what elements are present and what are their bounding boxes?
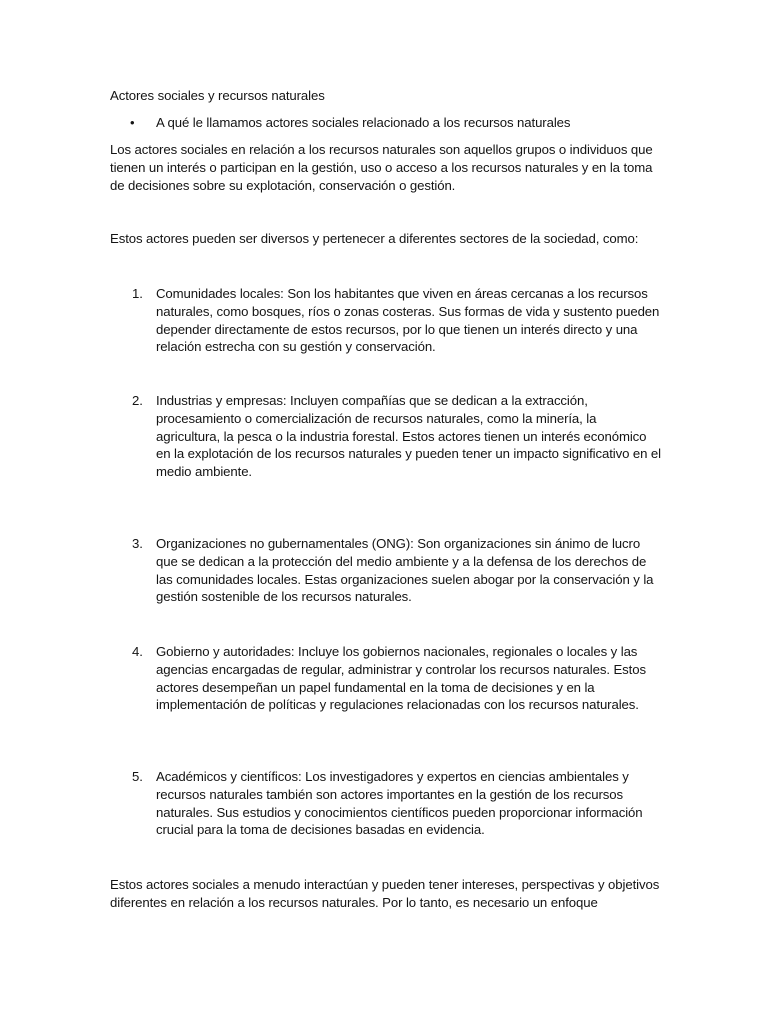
intro-paragraph: Los actores sociales en relación a los recursos naturales son aquellos grupos o individuos que tienen un interés o participan en la gestión, uso o acceso a los recursos naturales y en la toma de decisiones sobre su explotación, conservación o gestión. [110,142,653,193]
list-item-number: 1. [132,286,143,301]
list-item-text: Industrias y empresas: Incluyen compañías que se dedican a la extracción, procesamiento o comercialización de recursos naturales, como la minería, la agricultura, la pesca o la industria forestal. Estos actores tienen un interés económico en la explotación de los recursos naturales y pueden tener un impacto significativo en el medio ambiente. [156,393,661,480]
list-item-text: Comunidades locales: Son los habitantes que viven en áreas cercanas a los recursos naturales, como bosques, ríos o zonas costeras. Sus formas de vida y sustento pueden depender directamente de estos recursos, por lo que tienen un interés directo y una relación estrecha con su gestión y conservación. [156,286,660,355]
list-item-text: Organizaciones no gubernamentales (ONG): Son organizaciones sin ánimo de lucro que se dedican a la protección del medio ambiente y a la defensa de los derechos de las comunidades locales. Estas organizaciones suelen abogar por la conservación y la gestión sostenible de los recursos naturales. [156,536,654,605]
closing-paragraph: Estos actores sociales a menudo interactúan y pueden tener intereses, perspectivas y objetivos diferentes en relación a los recursos naturales. Por lo tanto, es necesario un enfoque [110,877,660,910]
lead-paragraph: Estos actores pueden ser diversos y pertenecer a diferentes sectores de la sociedad, como: [110,231,639,246]
list-item-number: 2. [132,393,143,408]
list-item-text: Gobierno y autoridades: Incluye los gobiernos nacionales, regionales o locales y las agencias encargadas de regular, administrar y controlar los recursos naturales. Estos actores desempeñan un papel fundamental en la toma de decisiones y en la implementación de políticas y regulaciones relacionadas con los recursos naturales. [156,644,646,713]
list-item-number: 4. [132,644,143,659]
document-title: Actores sociales y recursos naturales [110,88,325,103]
list-item-number: 5. [132,769,143,784]
list-item-text: Académicos y científicos: Los investigadores y expertos en ciencias ambientales y recursos naturales también son actores importantes en la gestión de los recursos naturales. Sus estudios y conocimientos científicos pueden proporcionar información crucial para la toma de decisiones basadas en evidencia. [156,769,643,838]
bullet-text: A qué le llamamos actores sociales relacionado a los recursos naturales [156,115,571,130]
bullet-icon: • [130,115,135,130]
list-item-number: 3. [132,536,143,551]
